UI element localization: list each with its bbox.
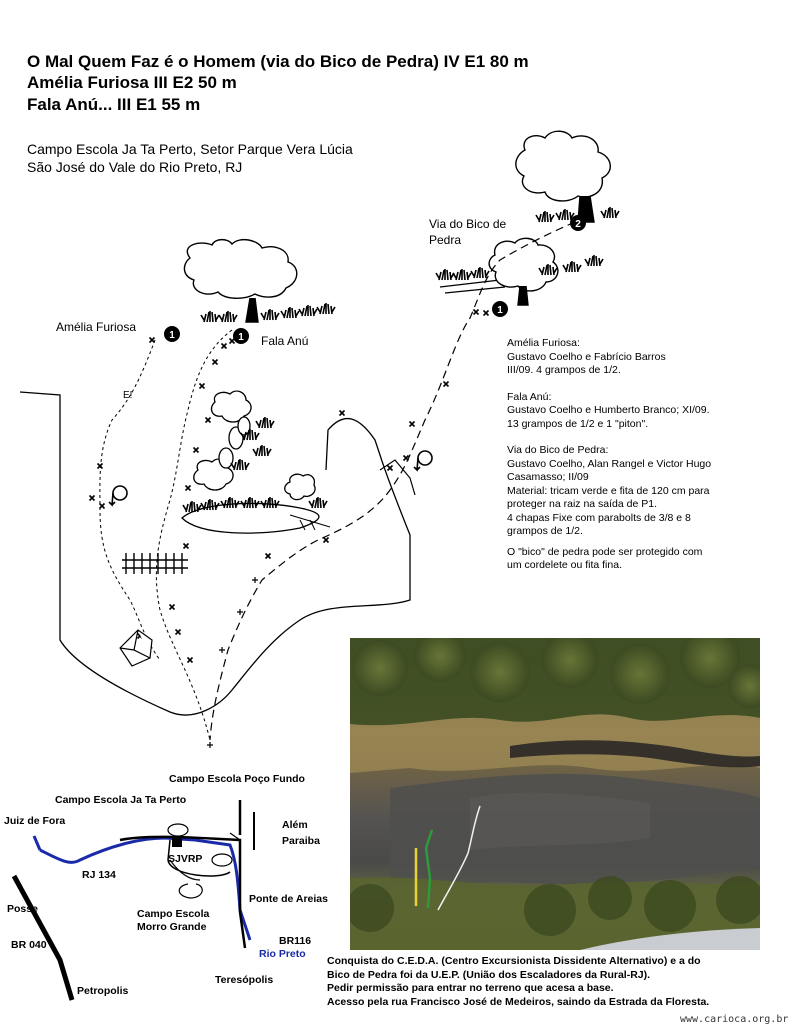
map-label-poco-fundo: Campo Escola Poço Fundo xyxy=(169,773,305,785)
label-via-bico-1: Via do Bico de xyxy=(429,217,507,231)
location-line-2: São José do Vale do Rio Preto, RJ xyxy=(27,159,243,175)
route-amelia-furiosa xyxy=(100,340,160,660)
info-bico-line-6: grampos de 1/2. xyxy=(507,525,583,537)
map-label-br116: BR116 xyxy=(279,935,312,947)
road-map xyxy=(14,800,254,1000)
info-bico-line-2: Casamasso; II/09 xyxy=(507,471,589,483)
wall-photo xyxy=(350,638,760,950)
info-bico-line-3: Material: tricam verde e fita de 120 cm para xyxy=(507,484,710,497)
route-title-main: O Mal Quem Faz é o Homem (via do Bico de Pedra) IV E1 80 m xyxy=(27,52,529,71)
location-line-1: Campo Escola Ja Ta Perto, Setor Parque Vera Lúcia xyxy=(27,141,353,157)
map-label-alem: Além xyxy=(282,819,308,831)
wall-photo-overlay xyxy=(350,638,760,950)
map-label-rj134: RJ 134 xyxy=(82,869,116,881)
map-label-petropolis: Petropolis xyxy=(77,985,129,997)
footer-line-1: Conquista do C.E.D.A. (Centro Excursionista Dissidente Alternativo) e a do xyxy=(327,955,701,967)
belay-number-1c: 1 xyxy=(497,305,503,316)
tree-icon-top-center xyxy=(184,240,296,322)
info-amelia-line-2: III/09. 4 grampos de 1/2. xyxy=(507,364,621,376)
website-url[interactable]: www.carioca.org.br xyxy=(680,1014,789,1025)
label-e-grade: E! xyxy=(123,390,133,401)
footer-line-4: Acesso pela rua Francisco José de Medeiros, saindo da Estrada da Floresta. xyxy=(327,995,710,1008)
fence-icon xyxy=(122,553,188,574)
map-label-ponte-de-areias: Ponte de Areias xyxy=(249,893,328,905)
belay-number-1b: 1 xyxy=(238,332,244,343)
map-label-paraiba: Paraiba xyxy=(282,835,320,847)
label-via-bico-2: Pedra xyxy=(429,233,462,247)
info-bico-line-4: proteger na raiz na saída de P1. xyxy=(507,498,658,510)
map-label-teresopolis: Teresópolis xyxy=(215,974,274,986)
route-title-amelia: Amélia Furiosa III E2 50 m xyxy=(27,73,237,92)
map-label-br040: BR 040 xyxy=(11,939,47,951)
info-bico-note-2: um cordelete ou fita fina. xyxy=(507,559,622,571)
footer-line-3: Pedir permissão para entrar no terreno que acesa a base. xyxy=(327,982,614,995)
map-label-ja-ta-perto: Campo Escola Ja Ta Perto xyxy=(55,794,187,806)
map-label-morro-grande-1: Campo Escola xyxy=(137,908,210,920)
info-bico-title: Via do Bico de Pedra: xyxy=(507,444,609,456)
map-label-sjvrp: SJVRP xyxy=(168,853,203,865)
info-bico-line-5: 4 chapas Fixe com parabolts de 3/8 e 8 xyxy=(507,511,691,524)
belay-number-1a: 1 xyxy=(169,330,175,341)
label-fala-anu: Fala Anú xyxy=(261,334,309,348)
footer-line-2: Bico de Pedra foi da U.E.P. (União dos Escaladores da Rural-RJ). xyxy=(327,968,651,981)
map-label-posse: Posse xyxy=(7,903,38,915)
footer-notes xyxy=(327,955,709,1009)
map-label-rio-preto: Rio Preto xyxy=(259,948,306,960)
map-label-juiz-de-fora: Juiz de Fora xyxy=(4,815,66,827)
route-info xyxy=(507,337,797,586)
info-amelia-line-1: Gustavo Coelho e Fabrício Barros xyxy=(507,350,666,363)
info-fala-title: Fala Anú: xyxy=(507,390,552,403)
boulder-icon xyxy=(120,630,152,666)
map-label-morro-grande-2: Morro Grande xyxy=(137,921,207,933)
route-title-fala: Fala Anú... III E1 55 m xyxy=(27,95,201,114)
belay-number-2: 2 xyxy=(575,219,581,230)
rappel-icon xyxy=(109,451,432,505)
tree-icon-left-small xyxy=(194,391,315,500)
tree-icon-top-right xyxy=(516,131,610,222)
info-fala-line-1: Gustavo Coelho e Humberto Branco; XI/09. xyxy=(507,404,710,416)
label-amelia-furiosa: Amélia Furiosa xyxy=(56,320,137,334)
info-bico-note-1: O "bico" de pedra pode ser protegido com xyxy=(507,545,703,558)
info-amelia-title: Amélia Furiosa: xyxy=(507,337,580,349)
info-bico-line-1: Gustavo Coelho, Alan Rangel e Victor Hugo xyxy=(507,457,712,470)
info-fala-line-2: 13 grampos de 1/2 e 1 "piton". xyxy=(507,417,649,430)
